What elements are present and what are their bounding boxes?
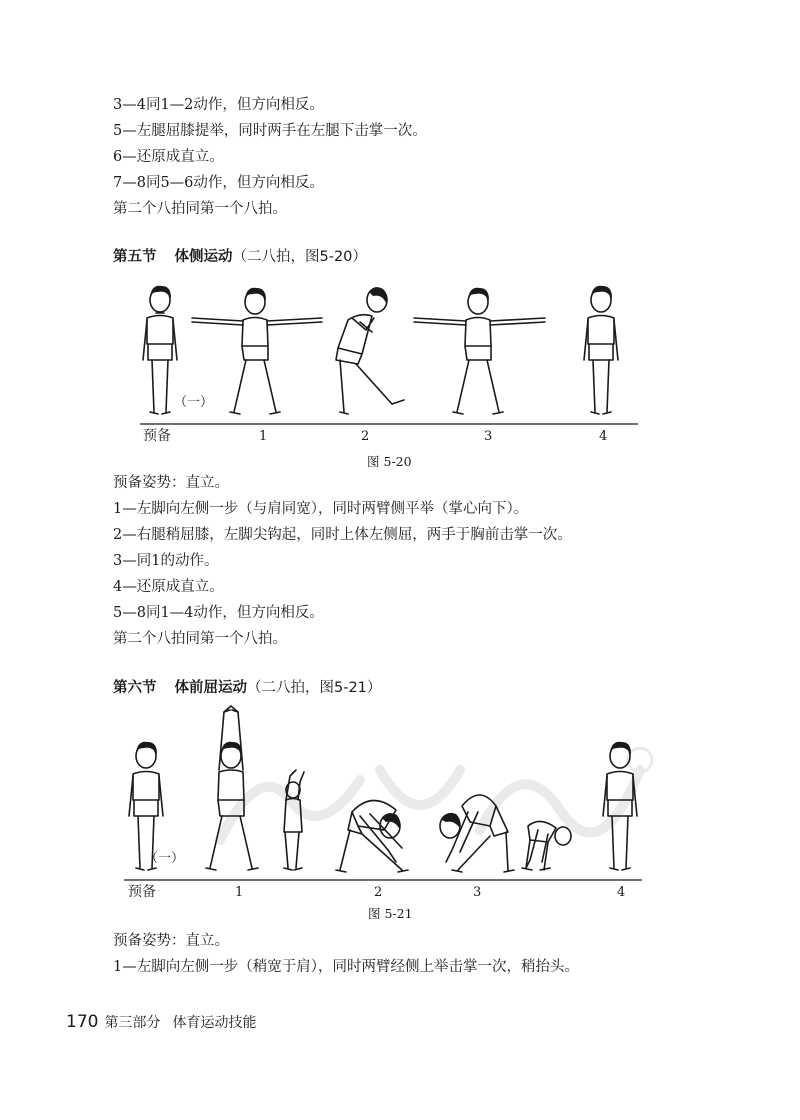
body-text-line: 预备姿势：直立。 xyxy=(113,933,229,949)
figure-label: 1 xyxy=(235,885,244,900)
figure-label: 2 xyxy=(374,885,383,900)
child-figure-standing xyxy=(603,742,637,870)
figure-label: 3 xyxy=(473,885,482,900)
body-text-line: 5—左腿屈膝提举，同时两手在左腿下击掌一次。 xyxy=(113,123,427,139)
child-figure-crouching xyxy=(522,821,571,870)
body-text-line: 预备姿势：直立。 xyxy=(113,475,229,491)
figure-label: 2 xyxy=(361,429,370,444)
body-text-line: 5—8同1—4动作，但方向相反。 xyxy=(113,605,324,621)
section-number: 第五节 xyxy=(113,249,157,265)
figure-caption: 图 5-21 xyxy=(368,906,413,921)
child-figure-forward-bend xyxy=(336,800,408,872)
body-text-line: 6—还原成直立。 xyxy=(113,149,224,165)
figure-label: 1 xyxy=(259,429,268,444)
body-text-line: 3—同1的动作。 xyxy=(113,553,219,569)
figure-label: 4 xyxy=(599,429,608,444)
body-text-line: 3—4同1—2动作，但方向相反。 xyxy=(113,97,324,113)
body-text-line: 第二个八拍同第一个八拍。 xyxy=(113,201,287,217)
body-text-line: 4—还原成直立。 xyxy=(113,579,224,595)
footer-part: 第三部分 xyxy=(104,1015,161,1031)
figure-label: 3 xyxy=(484,429,493,444)
footer-chapter: 体育运动技能 xyxy=(172,1015,257,1031)
page-footer xyxy=(66,1012,256,1032)
figure-label: 预备 xyxy=(128,884,156,900)
body-text-line: 2—右腿稍屈膝，左脚尖钩起，同时上体左侧屈，两手于胸前击掌一次。 xyxy=(113,527,572,543)
section-detail: （二八拍，图5-21） xyxy=(247,680,382,696)
child-figure-arching xyxy=(284,770,304,870)
figure-caption: 图 5-20 xyxy=(367,454,412,469)
page-number: 170 xyxy=(66,1012,99,1032)
section-name: 体侧运动 xyxy=(174,249,233,265)
figure-label: 4 xyxy=(617,885,626,900)
child-figure-forward-bend xyxy=(440,795,514,872)
section-detail: （二八拍，图5-20） xyxy=(232,249,367,265)
figure-tag: （一） xyxy=(145,851,185,866)
body-text-line: 第二个八拍同第一个八拍。 xyxy=(113,631,287,647)
child-figure-arms-up xyxy=(206,706,258,870)
figure-label: 预备 xyxy=(143,428,171,444)
section-name: 体前屈运动 xyxy=(174,680,247,696)
body-text-line: 1—左脚向左侧一步（与肩同宽），同时两臂侧平举（掌心向下）。 xyxy=(113,501,529,517)
body-text-line: 7—8同5—6动作，但方向相反。 xyxy=(113,175,324,191)
body-text-line: 1—左脚向左侧一步（稍宽于肩），同时两臂经侧上举击掌一次，稍抬头。 xyxy=(113,959,579,975)
section-number: 第六节 xyxy=(113,680,157,696)
figure-tag: （一） xyxy=(174,395,214,410)
